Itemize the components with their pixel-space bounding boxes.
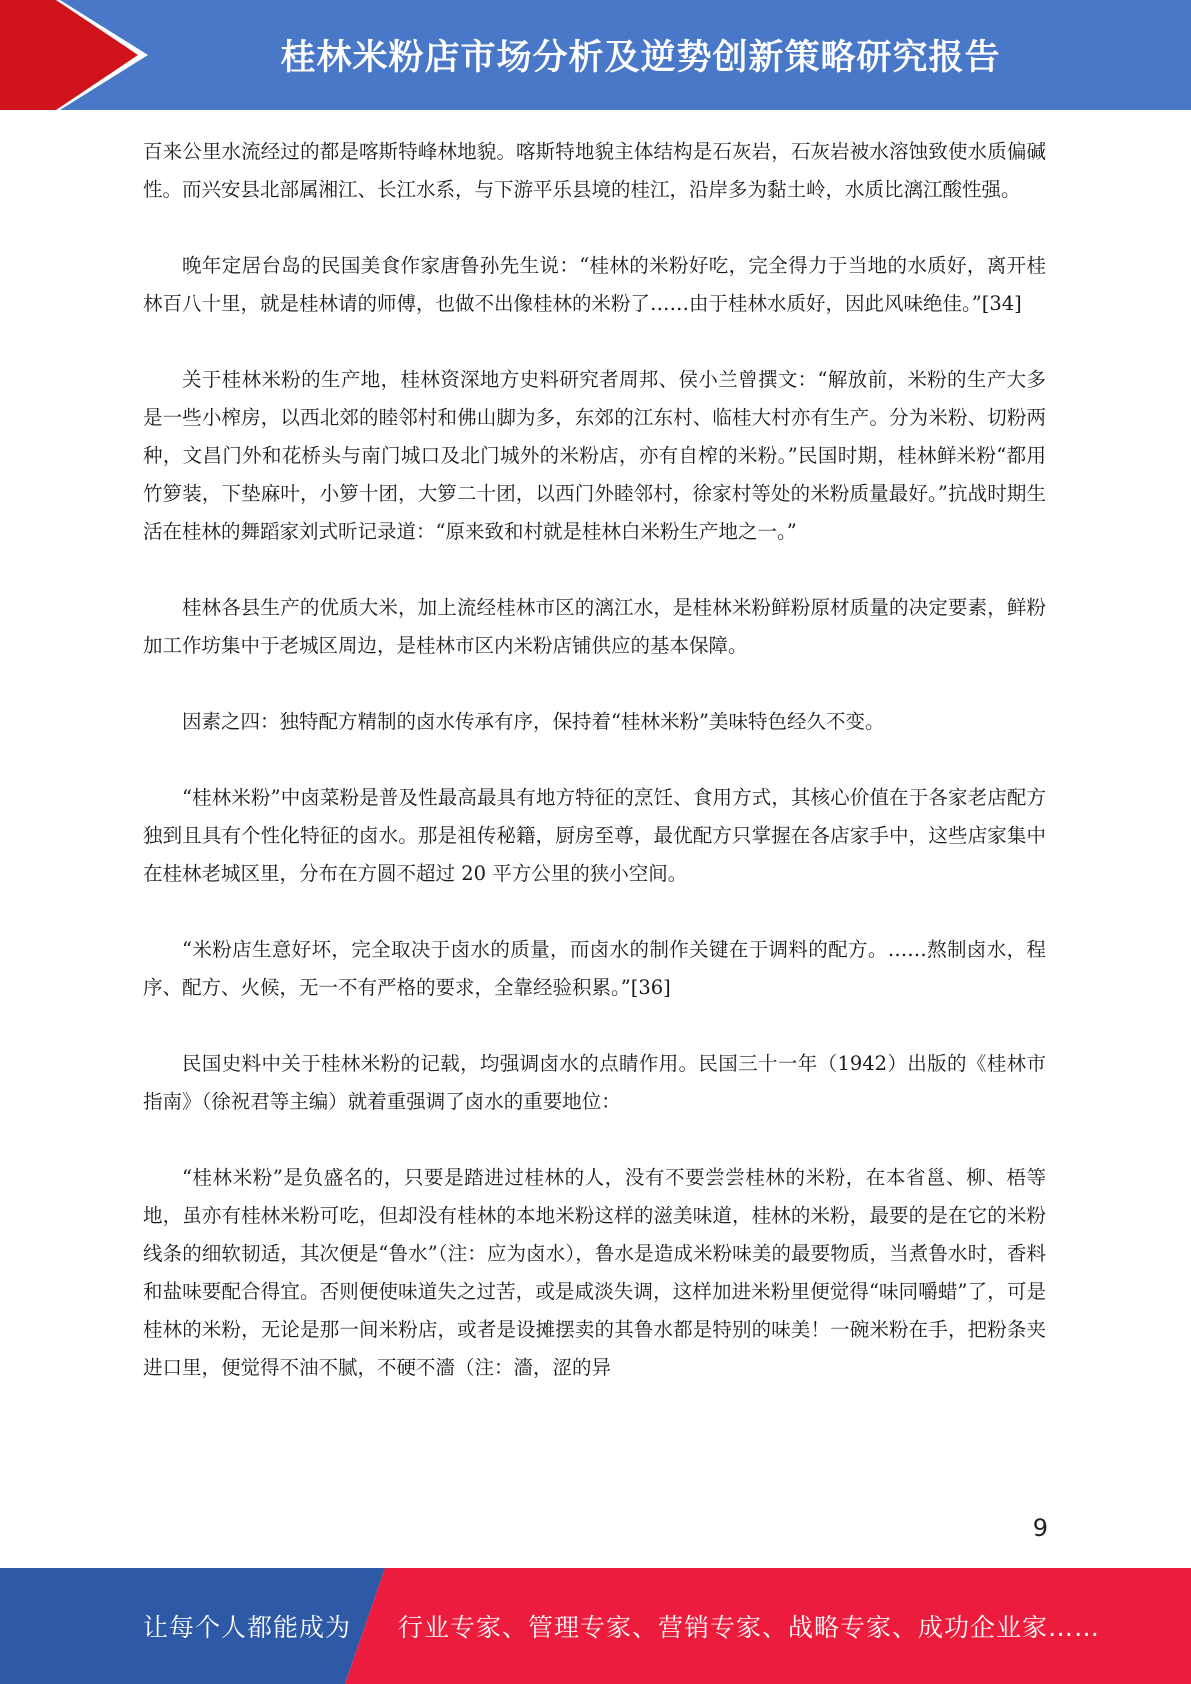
report-title: 桂林米粉店市场分析及逆势创新策略研究报告 (280, 38, 1001, 78)
footer-banner (0, 1568, 1191, 1684)
paragraph: 桂林各县生产的优质大米，加上流经桂林市区的漓江水，是桂林米粉鲜粉原材质量的决定要素，鲜粉加工作坊集中于老城区周边，是桂林市区内米粉店铺供应的基本保障。 (143, 596, 1046, 657)
paragraph: “桂林米粉”中卤菜粉是普及性最高最具有地方特征的烹饪、食用方式，其核心价值在于各家老店配方独到且具有个性化特征的卤水。那是祖传秘籍，厨房至尊，最优配方只掌握在各店家手中，这些店家集中在桂林老城区里，分布在方圆不超过 20 平方公里的狭小空间。 (143, 786, 1046, 885)
paragraph: 关于桂林米粉的生产地，桂林资深地方史料研究者周邦、侯小兰曾撰文：“解放前，米粉的生产大多是一些小榨房，以西北郊的睦邻村和佛山脚为多，东郊的江东村、临桂大村亦有生产。分为米粉、切粉两种，文昌门外和花桥头与南门城口及北门城外的米粉店，亦有自榨的米粉。”民国时期，桂林鲜米粉“都用竹箩装，下垫麻叶，小箩十团，大箩二十团，以西门外睦邻村，徐家村等处的米粉质量最好。”抗战时期生活在桂林的舞蹈家刘式昕记录道：“原来致和村就是桂林白米粉生产地之一。” (143, 368, 1046, 543)
paragraph: 百来公里水流经过的都是喀斯特峰林地貌。喀斯特地貌主体结构是石灰岩，石灰岩被水溶蚀致使水质偏碱性。而兴安县北部属湘江、长江水系，与下游平乐县境的桂江，沿岸多为黏土岭，水质比漓江酸性强。 (143, 140, 1046, 201)
document-body (143, 133, 1046, 1387)
paragraph: 民国史料中关于桂林米粉的记载，均强调卤水的点睛作用。民国三十一年（1942）出版的《桂林市指南》（徐祝君等主编）就着重强调了卤水的重要地位： (143, 1052, 1046, 1113)
page-number: 9 (1032, 1514, 1048, 1542)
header-bar (0, 0, 1191, 110)
paragraph: “桂林米粉”是负盛名的，只要是踏进过桂林的人，没有不要尝尝桂林的米粉，在本省邕、柳、梧等地，虽亦有桂林米粉可吃，但却没有桂林的本地米粉这样的滋美味道，桂林的米粉，最要的是在它的米粉线条的细软韧适，其次便是“鲁水”（注：应为卤水），鲁水是造成米粉味美的最要物质，当煮鲁水时，香料和盐味要配合得宜。否则便使味道失之过苦，或是咸淡失调，这样加进米粉里便觉得“味同嚼蜡”了，可是桂林的米粉，无论是那一间米粉店，或者是设摊摆卖的其鲁水都是特别的味美！一碗米粉在手，把粉条夹进口里，便觉得不油不腻，不硬不濇（注：濇，涩的异 (143, 1166, 1046, 1379)
footer-slogan-left: 让每个人都能成为 (143, 1613, 352, 1642)
footer-slogan-right: 行业专家、管理专家、营销专家、战略专家、成功企业家…… (398, 1613, 1101, 1642)
chevron-arrow-icon (0, 0, 160, 110)
paragraph: “米粉店生意好坏，完全取决于卤水的质量，而卤水的制作关键在于调料的配方。……熬制卤水，程序、配方、火候，无一不有严格的要求，全靠经验积累。”[36] (143, 938, 1046, 999)
paragraph: 晚年定居台岛的民国美食作家唐鲁孙先生说：“桂林的米粉好吃，完全得力于当地的水质好，离开桂林百八十里，就是桂林请的师傅，也做不出像桂林的米粉了……由于桂林水质好，因此风味绝佳。”[34] (143, 254, 1046, 315)
paragraph: 因素之四：独特配方精制的卤水传承有序，保持着“桂林米粉”美味特色经久不变。 (182, 710, 885, 733)
